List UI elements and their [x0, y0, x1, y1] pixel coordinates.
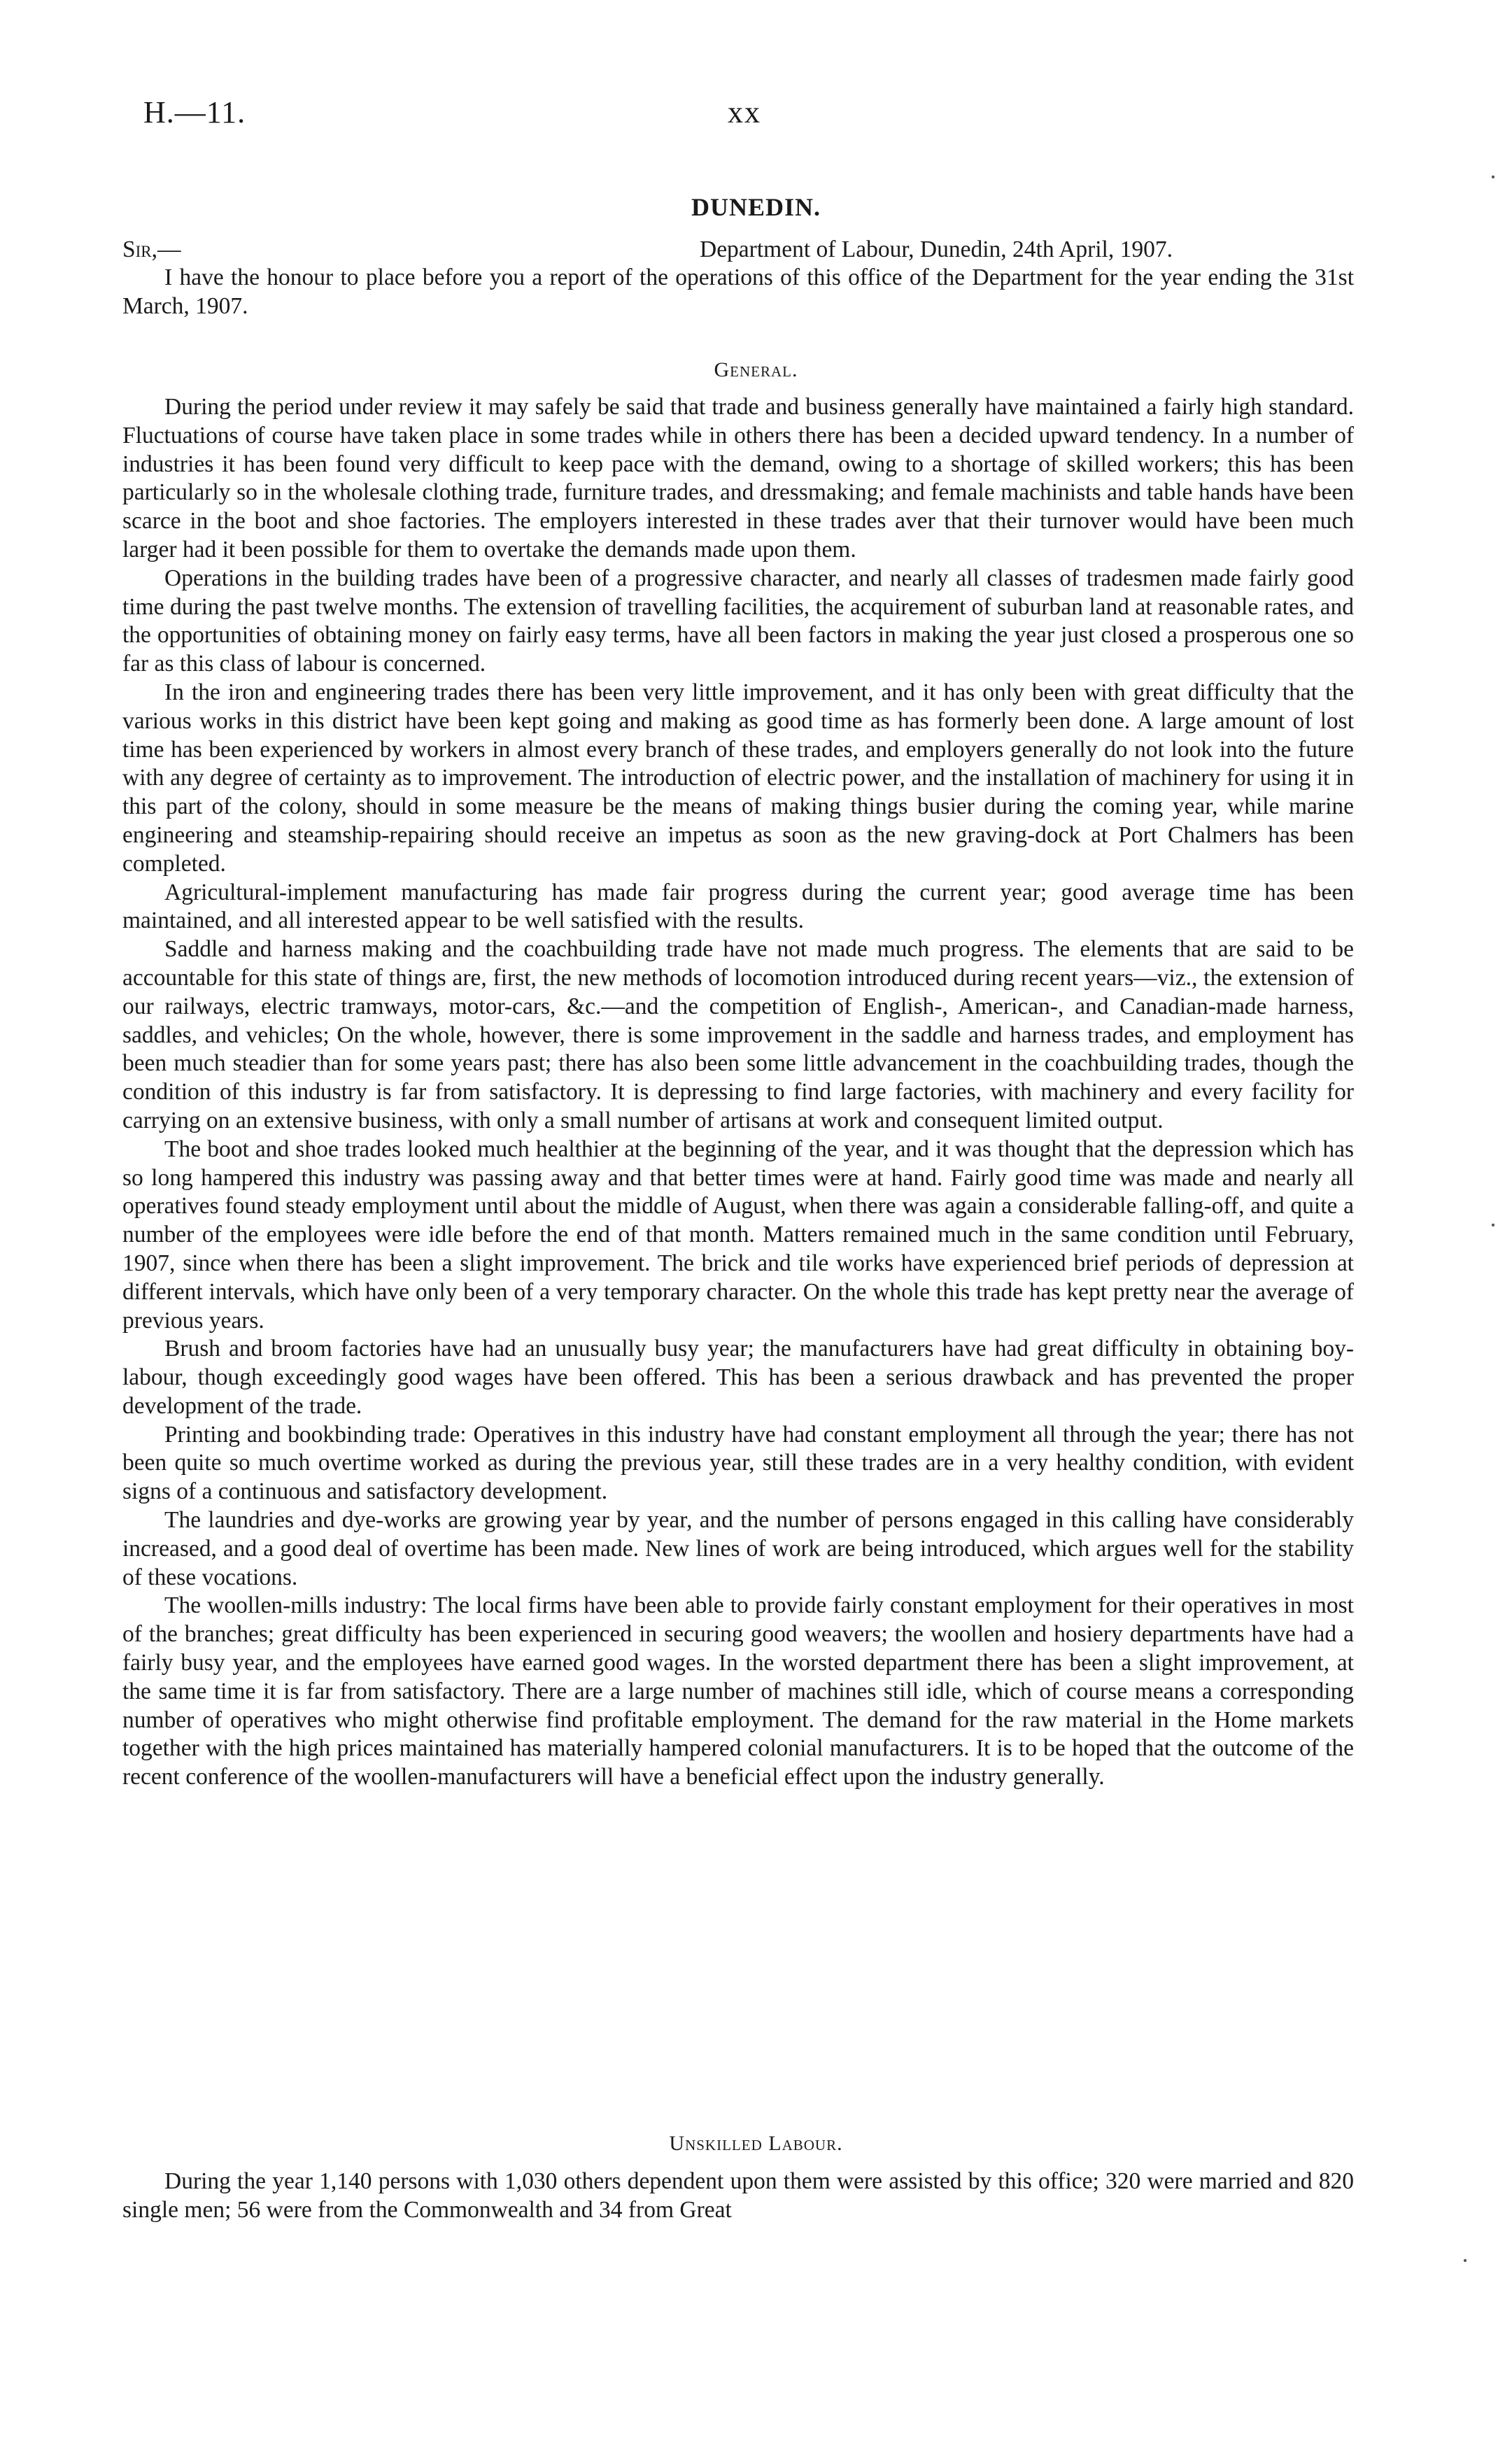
margin-speck-mark: · [1489, 163, 1497, 191]
paragraph: Printing and bookbinding trade: Operatives in this industry have had constant employment all through the year; there has not been quite so much overtime worked as during the previous year, still these trades are in a very healthy condition, with evident signs of a continuous and satisfactory development. [122, 1421, 1354, 1505]
section-heading-general: General. [714, 358, 798, 381]
unskilled-section-body [122, 2168, 1354, 2225]
paragraph: Saddle and harness making and the coachbuilding trade have not made much progress. The elements that are said to be accountable for this state of things are, first, the new methods of locomotion introduced during recent years—viz., the extension of our railways, electric tramways, motor-cars, &c.—and the competition of English-, American-, and Canadian-made harness, saddles, and vehicles; On the whole, however, there is some improvement in the saddle and harness trades, and employment has been much steadier than for some years past; there has also been some little advancement in the coachbuilding trades, though the condition of this industry is far from satisfactory. It is depressing to find large factories, with machinery and every facility for carrying on an extensive business, with only a small number of artisans at work and consequent limited output. [122, 936, 1354, 1133]
dateline: Department of Labour, Dunedin, 24th April, 1907. [700, 236, 1173, 262]
paragraph: During the year 1,140 persons with 1,030 others dependent upon them were assisted by this office; 320 were married and 820 single men; 56 were from the Commonwealth and 34 from Great [122, 2168, 1354, 2223]
report-title: DUNEDIN. [691, 193, 821, 221]
page-number: xx [728, 95, 761, 129]
section-heading-unskilled-labour: Unskilled Labour. [669, 2132, 843, 2155]
margin-speck-mark: · [1489, 1211, 1497, 1239]
paragraph: Agricultural-implement manufacturing has made fair progress during the current year; good average time has been maintained, and all interested appear to be well satisfied with the results. [122, 879, 1354, 934]
paragraph: Operations in the building trades have been of a progressive character, and nearly all classes of tradesmen made fairly good time during the past twelve months. The extension of travelling facilities, the acquirement of suburban land at reasonable rates, and the opportunities of obtaining money on fairly easy terms, have all been factors in making the year just closed a prosperous one so far as this class of labour is concerned. [122, 565, 1354, 677]
paragraph: The woollen-mills industry: The local firms have been able to provide fairly constant employment for their operatives in most of the branches; great difficulty has been experienced in securing good weavers; the woollen and hosiery departments have had a fairly busy year, and the employees have earned good wages. In the worsted department there has been a slight improvement, at the same time it is far from satisfactory. There are a large number of machines still idle, which of course means a corresponding number of operatives who might otherwise find profitable employment. The demand for the raw material in the Home markets together with the high prices maintained has materially hampered colonial manufacturers. It is to be hoped that the outcome of the recent conference of the woollen-manufacturers will have a beneficial effect upon the industry generally. [122, 1592, 1354, 1790]
paragraph: During the period under review it may safely be said that trade and business generally have maintained a fairly high standard. Fluctuations of course have taken place in some trades while in others there has been a decided upward tendency. In a number of industries it has been found very difficult to keep pace with the demand, owing to a shortage of skilled workers; this has been particularly so in the wholesale clothing trade, furniture trades, and dressmaking; and female machinists and table hands have been scarce in the boot and shoe factories. The employers interested in these trades aver that their turnover would have been much larger had it been possible for them to overtake the demands made upon them. [122, 394, 1354, 563]
paragraph: Brush and broom factories have had an unusually busy year; the manufacturers have had great difficulty in obtaining boy-labour, though exceedingly good wages have been offered. This has been a serious drawback and has prevented the proper development of the trade. [122, 1336, 1354, 1419]
margin-speck-mark: · [1461, 2247, 1469, 2275]
salutation: Sir,— [122, 236, 181, 262]
paragraph: The boot and shoe trades looked much healthier at the beginning of the year, and it was thought that the depression which has so long hampered this industry was passing away and that better times were at hand. Fairly good time was made and nearly all operatives found steady employment until about the middle of August, when there was again a considerable falling-off, and quite a number of the employees were idle before the end of that month. Matters remained much in the same condition until February, 1907, since when there has been a slight improvement. The brick and tile works have experienced brief periods of depression at different intervals, which have only been of a very temporary character. On the whole this trade has kept pretty near the average of previous years. [122, 1136, 1354, 1334]
general-section-body [122, 393, 1354, 1792]
paragraph: In the iron and engineering trades there has been very little improvement, and it has only been with great difficulty that the various works in this district have been kept going and making as good time as has formerly been done. A large amount of lost time has been experienced by workers in almost every branch of these trades, and employers generally do not look into the future with any degree of certainty as to improvement. The introduction of electric power, and the installation of machinery for using it in this part of the colony, should in some measure be the means of making things busier during the coming year, while marine engineering and steamship-repairing should receive an impetus as soon as the new graving-dock at Port Chalmers has been completed. [122, 679, 1354, 877]
paragraph: The laundries and dye-works are growing year by year, and the number of persons engaged in this calling have considerably increased, and a good deal of overtime has been made. New lines of work are being introduced, which argues well for the stability of these vocations. [122, 1507, 1354, 1590]
salutation-row [122, 235, 1354, 264]
opening-paragraph-block [122, 264, 1354, 321]
page-identifier: H.—11. [143, 95, 246, 129]
opening-paragraph: I have the honour to place before you a report of the operations of this office of the Department for the year ending the 31st March, 1907. [122, 264, 1354, 319]
